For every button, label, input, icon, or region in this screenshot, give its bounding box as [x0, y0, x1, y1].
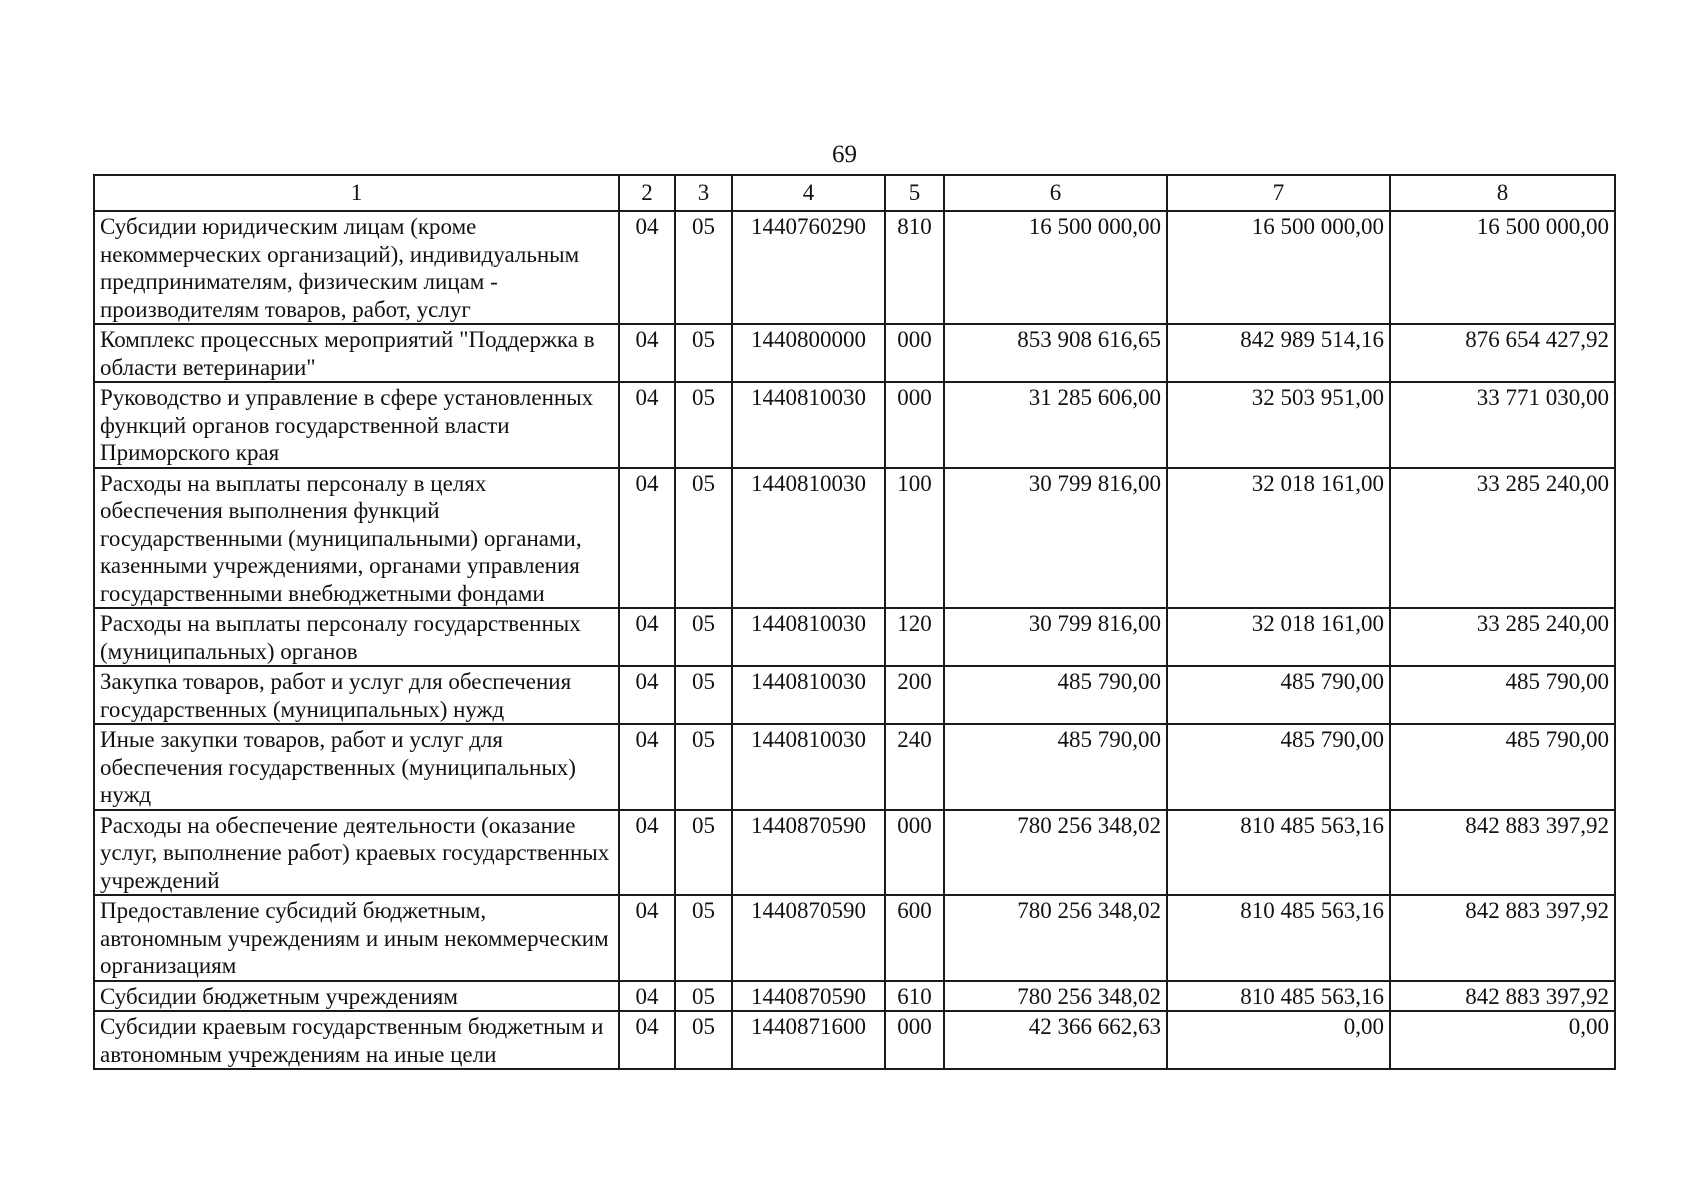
- row-expense-type-cell: 610: [885, 981, 944, 1012]
- header-cell: 5: [885, 175, 944, 211]
- table-row: [94, 468, 1615, 609]
- row-amount-cell: 485 790,00: [944, 724, 1167, 810]
- row-subsection-cell: 05: [675, 724, 732, 810]
- row-target-article-cell: 1440870590: [732, 810, 885, 896]
- header-cell: 3: [675, 175, 732, 211]
- row-name-cell: Расходы на выплаты персоналу в целях обеспечения выполнения функций государственными (муниципальными) органами, казенными учреждениями, органами управления государственными внебюджетными фондами: [94, 468, 619, 609]
- table-row: [94, 211, 1615, 324]
- row-amount-cell: 30 799 816,00: [944, 468, 1167, 609]
- row-section-cell: 04: [619, 382, 675, 468]
- table-header-row: [94, 175, 1615, 211]
- table-row: [94, 724, 1615, 810]
- row-amount-cell: 0,00: [1167, 1011, 1390, 1069]
- row-target-article-cell: 1440870590: [732, 981, 885, 1012]
- table-row: [94, 608, 1615, 666]
- row-section-cell: 04: [619, 981, 675, 1012]
- row-name-cell: Предоставление субсидий бюджетным, автономным учреждениям и иным некоммерческим организациям: [94, 895, 619, 981]
- header-cell: 1: [94, 175, 619, 211]
- row-name-cell: Иные закупки товаров, работ и услуг для обеспечения государственных (муниципальных) нужд: [94, 724, 619, 810]
- row-amount-cell: 42 366 662,63: [944, 1011, 1167, 1069]
- header-cell: 2: [619, 175, 675, 211]
- row-subsection-cell: 05: [675, 324, 732, 382]
- row-amount-cell: 33 285 240,00: [1390, 608, 1615, 666]
- row-expense-type-cell: 240: [885, 724, 944, 810]
- row-subsection-cell: 05: [675, 382, 732, 468]
- row-name-cell: Субсидии юридическим лицам (кроме некоммерческих организаций), индивидуальным предпринимателям, физическим лицам - производителям товаров, работ, услуг: [94, 211, 619, 324]
- row-amount-cell: 16 500 000,00: [1167, 211, 1390, 324]
- row-name-cell: Расходы на обеспечение деятельности (оказание услуг, выполнение работ) краевых государственных учреждений: [94, 810, 619, 896]
- row-amount-cell: 810 485 563,16: [1167, 810, 1390, 896]
- row-expense-type-cell: 200: [885, 666, 944, 724]
- table-row: [94, 1011, 1615, 1069]
- row-subsection-cell: 05: [675, 468, 732, 609]
- row-name-cell: Комплекс процессных мероприятий "Поддержка в области ветеринарии": [94, 324, 619, 382]
- row-amount-cell: 842 989 514,16: [1167, 324, 1390, 382]
- row-amount-cell: 0,00: [1390, 1011, 1615, 1069]
- row-target-article-cell: 1440810030: [732, 382, 885, 468]
- row-amount-cell: 842 883 397,92: [1390, 895, 1615, 981]
- row-amount-cell: 485 790,00: [1390, 724, 1615, 810]
- header-cell: 7: [1167, 175, 1390, 211]
- row-section-cell: 04: [619, 1011, 675, 1069]
- row-amount-cell: 16 500 000,00: [944, 211, 1167, 324]
- row-name-cell: Субсидии краевым государственным бюджетным и автономным учреждениям на иные цели: [94, 1011, 619, 1069]
- table-row: [94, 382, 1615, 468]
- row-expense-type-cell: 000: [885, 810, 944, 896]
- row-subsection-cell: 05: [675, 666, 732, 724]
- row-expense-type-cell: 600: [885, 895, 944, 981]
- row-expense-type-cell: 120: [885, 608, 944, 666]
- header-cell: 6: [944, 175, 1167, 211]
- row-section-cell: 04: [619, 608, 675, 666]
- page-number: 69: [832, 141, 857, 168]
- row-subsection-cell: 05: [675, 895, 732, 981]
- row-amount-cell: 810 485 563,16: [1167, 981, 1390, 1012]
- row-subsection-cell: 05: [675, 810, 732, 896]
- row-name-cell: Субсидии бюджетным учреждениям: [94, 981, 619, 1012]
- row-expense-type-cell: 000: [885, 324, 944, 382]
- row-amount-cell: 33 285 240,00: [1390, 468, 1615, 609]
- row-amount-cell: 842 883 397,92: [1390, 810, 1615, 896]
- row-amount-cell: 30 799 816,00: [944, 608, 1167, 666]
- row-target-article-cell: 1440760290: [732, 211, 885, 324]
- row-amount-cell: 485 790,00: [1167, 666, 1390, 724]
- table-row: [94, 810, 1615, 896]
- row-amount-cell: 485 790,00: [1167, 724, 1390, 810]
- row-section-cell: 04: [619, 211, 675, 324]
- row-name-cell: Закупка товаров, работ и услуг для обеспечения государственных (муниципальных) нужд: [94, 666, 619, 724]
- row-amount-cell: 853 908 616,65: [944, 324, 1167, 382]
- header-cell: 8: [1390, 175, 1615, 211]
- row-name-cell: Расходы на выплаты персоналу государственных (муниципальных) органов: [94, 608, 619, 666]
- row-target-article-cell: 1440810030: [732, 468, 885, 609]
- row-amount-cell: 31 285 606,00: [944, 382, 1167, 468]
- row-target-article-cell: 1440870590: [732, 895, 885, 981]
- budget-table: [93, 174, 1616, 1070]
- row-target-article-cell: 1440871600: [732, 1011, 885, 1069]
- row-amount-cell: 842 883 397,92: [1390, 981, 1615, 1012]
- row-subsection-cell: 05: [675, 608, 732, 666]
- row-amount-cell: 33 771 030,00: [1390, 382, 1615, 468]
- row-target-article-cell: 1440810030: [732, 608, 885, 666]
- row-target-article-cell: 1440810030: [732, 724, 885, 810]
- row-section-cell: 04: [619, 468, 675, 609]
- row-amount-cell: 32 503 951,00: [1167, 382, 1390, 468]
- row-target-article-cell: 1440800000: [732, 324, 885, 382]
- row-amount-cell: 780 256 348,02: [944, 981, 1167, 1012]
- row-section-cell: 04: [619, 810, 675, 896]
- table-row: [94, 895, 1615, 981]
- row-amount-cell: 780 256 348,02: [944, 810, 1167, 896]
- row-section-cell: 04: [619, 724, 675, 810]
- row-subsection-cell: 05: [675, 981, 732, 1012]
- row-subsection-cell: 05: [675, 211, 732, 324]
- row-amount-cell: 780 256 348,02: [944, 895, 1167, 981]
- row-amount-cell: 810 485 563,16: [1167, 895, 1390, 981]
- row-expense-type-cell: 810: [885, 211, 944, 324]
- row-section-cell: 04: [619, 895, 675, 981]
- row-subsection-cell: 05: [675, 1011, 732, 1069]
- row-amount-cell: 876 654 427,92: [1390, 324, 1615, 382]
- table-row: [94, 981, 1615, 1012]
- row-expense-type-cell: 000: [885, 382, 944, 468]
- row-section-cell: 04: [619, 666, 675, 724]
- row-amount-cell: 32 018 161,00: [1167, 468, 1390, 609]
- row-amount-cell: 485 790,00: [944, 666, 1167, 724]
- table-row: [94, 666, 1615, 724]
- row-expense-type-cell: 000: [885, 1011, 944, 1069]
- row-target-article-cell: 1440810030: [732, 666, 885, 724]
- row-expense-type-cell: 100: [885, 468, 944, 609]
- row-amount-cell: 16 500 000,00: [1390, 211, 1615, 324]
- row-section-cell: 04: [619, 324, 675, 382]
- row-amount-cell: 485 790,00: [1390, 666, 1615, 724]
- table-row: [94, 324, 1615, 382]
- row-amount-cell: 32 018 161,00: [1167, 608, 1390, 666]
- row-name-cell: Руководство и управление в сфере установленных функций органов государственной власти Приморского края: [94, 382, 619, 468]
- header-cell: 4: [732, 175, 885, 211]
